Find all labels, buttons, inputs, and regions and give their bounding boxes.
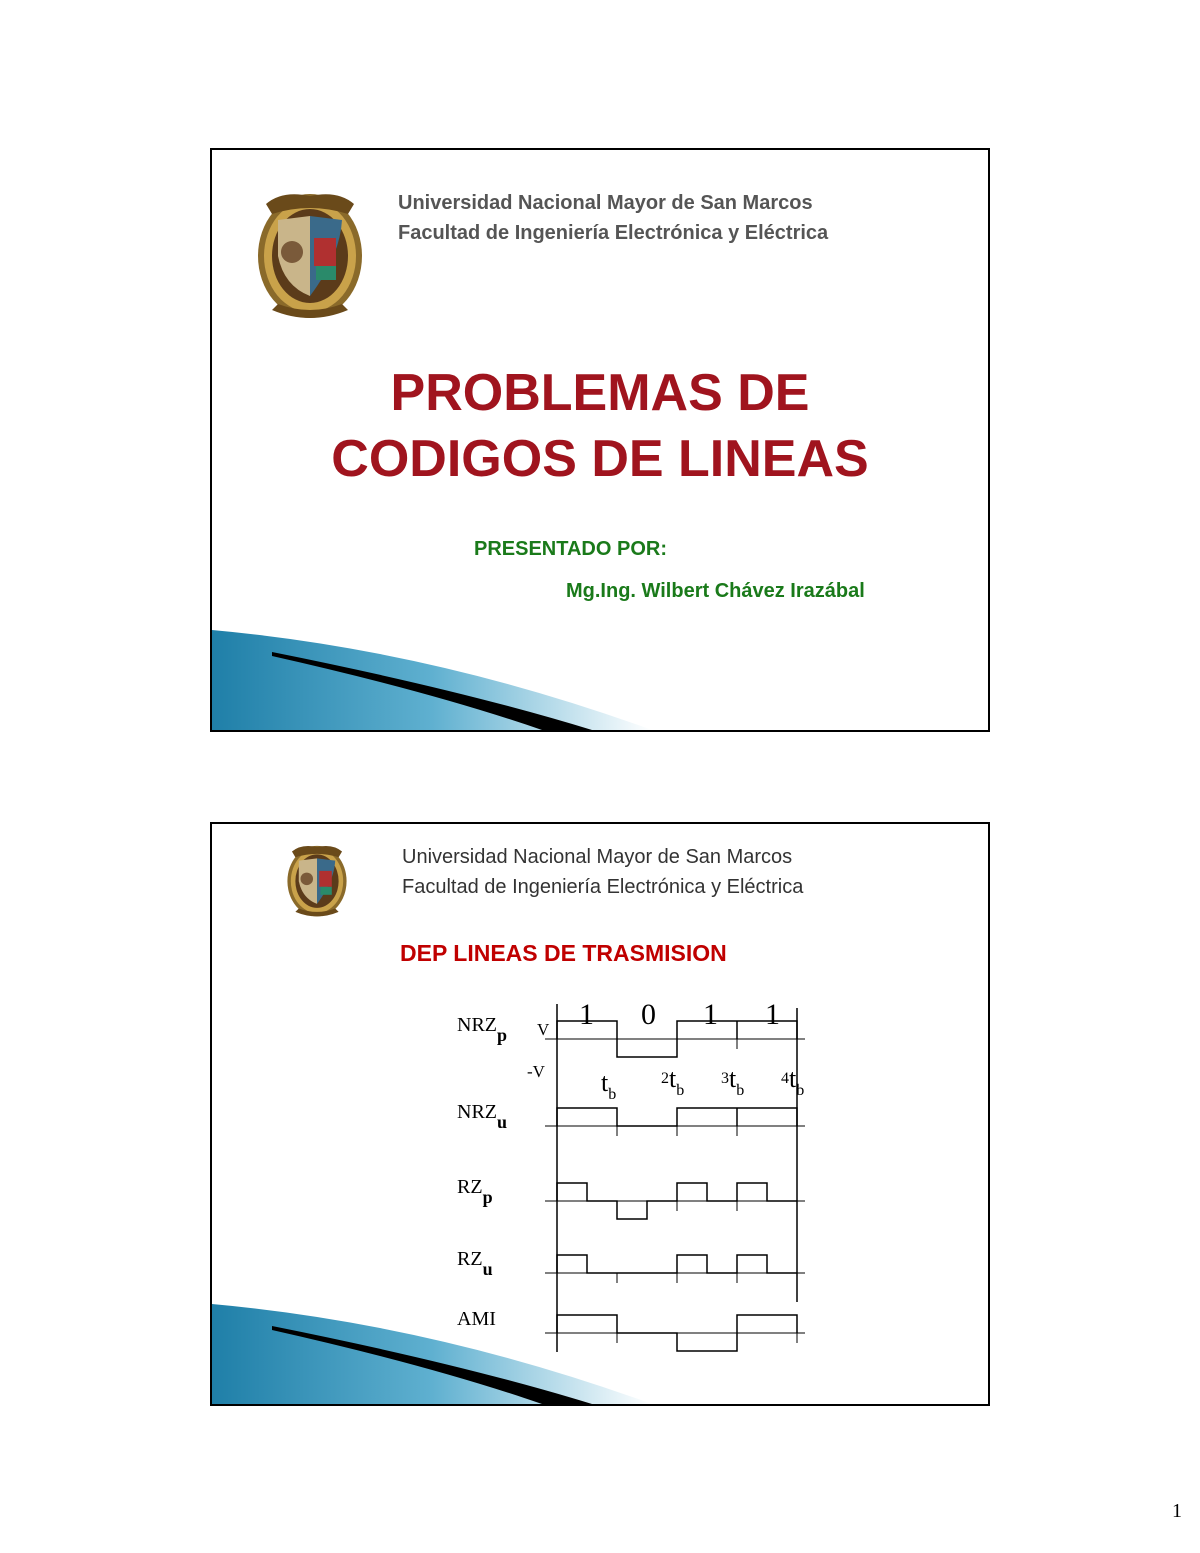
- title-line-2: CODIGOS DE LINEAS: [331, 430, 869, 488]
- bit-label: 1: [703, 998, 718, 1031]
- level-high-label: V: [537, 1020, 550, 1039]
- bit-label: 1: [579, 998, 594, 1031]
- code-label: NRZp: [457, 1014, 508, 1045]
- slide-1: [210, 148, 990, 732]
- code-label: RZp: [457, 1176, 493, 1207]
- presented-by-label: PRESENTADO POR:: [474, 538, 667, 560]
- author-name: Mg.Ing. Wilbert Chávez Irazábal: [566, 580, 865, 602]
- university-crest-icon: [252, 186, 368, 322]
- time-label: $t_b$: [601, 1068, 617, 1103]
- code-label: RZu: [457, 1248, 493, 1279]
- title-line-1: PROBLEMAS DE: [390, 364, 810, 422]
- code-label: NRZu: [457, 1101, 508, 1132]
- decorative-swoosh: [212, 1304, 988, 1404]
- code-label: AMI: [457, 1308, 496, 1330]
- waveform-trace: [557, 1108, 797, 1126]
- university-name: Universidad Nacional Mayor de San Marcos: [402, 846, 793, 868]
- time-label: $4t_b$: [781, 1064, 805, 1099]
- bit-label: 1: [765, 998, 780, 1031]
- page-number: 1: [1172, 1500, 1182, 1522]
- faculty-name: Facultad de Ingeniería Electrónica y Eléctrica: [398, 222, 829, 244]
- decorative-swoosh: [212, 630, 988, 730]
- time-label: $3t_b$: [721, 1064, 745, 1099]
- slide-2: [210, 822, 990, 1406]
- slide-title: DEP LINEAS DE TRASMISION: [400, 940, 727, 966]
- time-label: $2t_b$: [661, 1064, 685, 1099]
- presentation-title: [212, 360, 988, 492]
- bit-label: 0: [641, 998, 656, 1031]
- waveform-trace: [557, 1255, 797, 1273]
- university-name: Universidad Nacional Mayor de San Marcos: [398, 192, 813, 214]
- faculty-name: Facultad de Ingeniería Electrónica y Eléctrica: [402, 876, 804, 898]
- level-low-label: -V: [527, 1062, 545, 1081]
